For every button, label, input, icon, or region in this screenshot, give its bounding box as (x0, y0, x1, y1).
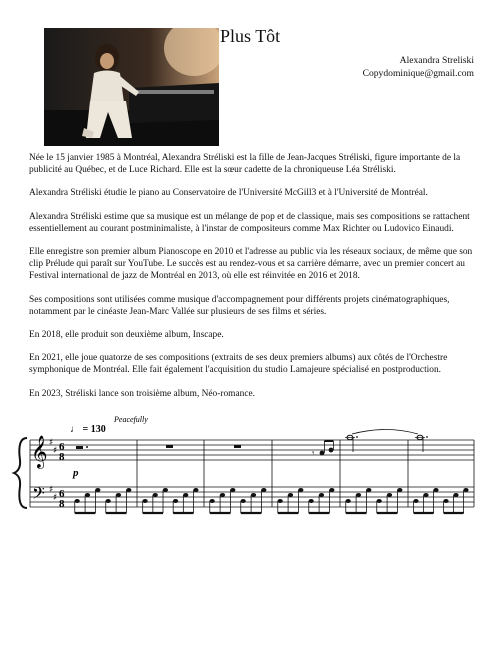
note-head (366, 488, 371, 492)
grand-staff-brace (14, 438, 27, 508)
treble-clef-icon: 𝄞 (31, 435, 48, 468)
time-signature-top: 6 (59, 488, 65, 500)
note-head (163, 488, 168, 492)
note-head (278, 499, 283, 503)
bio-paragraph: Ses compositions sont utilisées comme musique d'accompagnement pour différents projets cinématographiques, notamment par le cinéaste Jean-Marc Vallée sur plusieurs de ses films et séries. (29, 294, 450, 317)
note-head (346, 499, 351, 503)
rest-icon (234, 445, 241, 448)
note-head (106, 499, 111, 503)
bio-paragraph: Alexandra Stréliski étudie le piano au Conservatoire de l'Université McGill3 et à l'Université de Montréal. (29, 188, 428, 199)
expression-marking: Peacefully (114, 415, 148, 424)
note-head (356, 493, 361, 497)
note-head (463, 488, 468, 492)
dynamic-marking: p (73, 467, 79, 479)
bass-clef-icon: 𝄢 (32, 483, 45, 507)
time-signature-bottom: 8 (59, 498, 65, 510)
note-head (319, 493, 324, 497)
biography (29, 152, 475, 411)
note-head (230, 488, 235, 492)
note-head (210, 499, 215, 503)
note-head (116, 493, 121, 497)
bio-paragraph: En 2023, Stréliski lance son troisième album, Néo-romance. (29, 388, 255, 399)
note-head (423, 493, 428, 497)
bio-paragraph: Née le 15 janvier 1985 à Montréal, Alexandra Stréliski est la fille de Jean-Jacques Stréliski, figure importante de la publicité au Québec, et de Luce Richard. Elle est la sœur cadette de la chroniqueuse Léa Stréliski. (29, 153, 461, 176)
music-score (0, 405, 500, 535)
note-head (251, 493, 256, 497)
note-head (220, 493, 225, 497)
note-head (153, 493, 158, 497)
tie (352, 430, 418, 435)
bio-paragraph: En 2021, elle joue quatorze de ses compositions (extraits de ses deux premiers albums) aux côtés de l'Orchestre symphonique de Montréal. Elle fait également l'acquisition du studio Lamajeure spécialisé en postproduction. (29, 353, 448, 376)
note-head (298, 488, 303, 492)
treble-staff (30, 440, 474, 460)
time-signature-bottom: 8 (59, 451, 65, 463)
key-signature-icon: ♯ (49, 485, 54, 495)
note-head (329, 448, 334, 453)
note-head (126, 488, 131, 492)
bio-paragraph: Elle enregistre son premier album Pianoscope en 2010 et l'adresse au public via les réseaux sociaux, de même que son clip Prélude qui paraît sur YouTube. Le succès est au rendez-vous et sa carrière démarre, avec un premier concert au Festival international de jazz de Montréal en 2013, où elle est réinvitée en 2016 et 2018. (29, 247, 473, 282)
note-head (387, 493, 392, 497)
bio-paragraph: Alexandra Stréliski estime que sa musique est un mélange de pop et de classique, mais ses compositions se rattachent essentiellement au courant postminimaliste, à l'instar de compositeurs comme Max Richter ou Ludovico Einaudi. (29, 211, 470, 234)
rest-dot (86, 446, 88, 448)
note-head (413, 499, 418, 503)
note-head (329, 488, 334, 492)
note-head (95, 488, 100, 492)
note-head (309, 499, 314, 503)
page-title: Plus Tôt (220, 26, 281, 46)
tempo-marking: ♩ = 130 (70, 424, 106, 435)
key-signature-icon: ♯ (53, 446, 58, 456)
note-head (142, 499, 147, 503)
note-head (241, 499, 246, 503)
time-signature-top: 6 (59, 441, 65, 453)
note-head (320, 451, 325, 456)
note-head (288, 493, 293, 497)
note-head (75, 499, 80, 503)
bio-paragraph: En 2018, elle produit son deuxième album, Inscape. (29, 330, 224, 341)
key-signature-icon: ♯ (53, 493, 58, 503)
note-dot (356, 436, 358, 438)
rest-icon (76, 446, 83, 449)
note-head (173, 499, 178, 503)
author-name: Alexandra Streliski (399, 55, 474, 66)
key-signature-icon: ♯ (49, 438, 54, 448)
author-block (363, 55, 474, 80)
note-head (183, 493, 188, 497)
note-head (261, 488, 266, 492)
note-head (397, 488, 402, 492)
note-head (453, 493, 458, 497)
rest-icon: 𝄾 (312, 449, 315, 459)
note-head (377, 499, 382, 503)
contact-email: Copydominique@gmail.com (362, 67, 474, 79)
note-head (443, 499, 448, 503)
note-dot (426, 436, 428, 438)
note-head (433, 488, 438, 492)
artist-photo (44, 28, 219, 146)
note-head (85, 493, 90, 497)
note-head (193, 488, 198, 492)
rest-icon (166, 445, 173, 448)
